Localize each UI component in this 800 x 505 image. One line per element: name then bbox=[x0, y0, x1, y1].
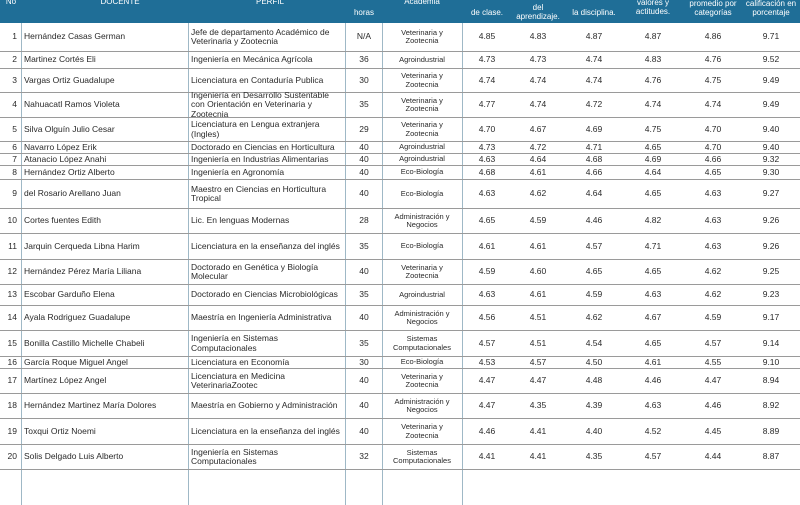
academia-value: Eco-Biología bbox=[400, 188, 444, 198]
score-aprendizaje: 4.41 bbox=[529, 425, 547, 436]
perfil-text: Lic. En lenguas Modernas bbox=[191, 215, 290, 226]
score-valores: 4.65 bbox=[644, 141, 662, 152]
score-disciplina: 4.72 bbox=[585, 99, 603, 110]
perfil-text: Maestría en Gobierno y Administración bbox=[191, 400, 338, 411]
docente-name: Navarro López Erik bbox=[24, 141, 97, 152]
score-porcentaje: 9.25 bbox=[762, 266, 780, 277]
header-disciplina: la disciplina. bbox=[572, 8, 616, 17]
score-aprendizaje: 4.41 bbox=[529, 451, 547, 462]
horas-value: 35 bbox=[359, 99, 369, 110]
docente-name: Cortes fuentes Edith bbox=[24, 215, 102, 226]
score-aprendizaje: 4.67 bbox=[529, 123, 547, 134]
score-disciplina: 4.40 bbox=[585, 425, 603, 436]
score-promedio: 4.59 bbox=[704, 312, 722, 323]
perfil-text: Doctorado en Ciencias en Horticultura bbox=[191, 141, 335, 152]
score-porcentaje: 8.89 bbox=[762, 425, 780, 436]
perfil-text: Doctorado en Genética y Biología Molecular bbox=[191, 261, 319, 281]
docente-name: Solis Delgado Luis Alberto bbox=[24, 451, 124, 462]
score-disciplina: 4.65 bbox=[585, 266, 603, 277]
docente-name: Bonilla Castillo Michelle Chabeli bbox=[24, 337, 145, 348]
score-valores: 4.83 bbox=[644, 54, 662, 65]
score-aprendizaje: 4.60 bbox=[529, 266, 547, 277]
score-valores: 4.64 bbox=[644, 166, 662, 177]
docente-name: Silva Olguín Julio Cesar bbox=[24, 123, 115, 134]
score-valores: 4.71 bbox=[644, 240, 662, 251]
docente-name: Nahuacatl Ramos Violeta bbox=[24, 99, 120, 110]
score-aprendizaje: 4.64 bbox=[529, 153, 547, 164]
docente-name: Martínez López Angel bbox=[24, 375, 107, 386]
score-clase: 4.68 bbox=[478, 166, 496, 177]
score-porcentaje: 9.32 bbox=[762, 153, 780, 164]
row-number: 13 bbox=[7, 289, 17, 300]
horas-value: 36 bbox=[359, 54, 369, 65]
perfil-text: Licenciatura en Economía bbox=[191, 356, 290, 367]
score-aprendizaje: 4.73 bbox=[529, 54, 547, 65]
score-clase: 4.63 bbox=[478, 188, 496, 199]
perfil-text: Jefe de departamento Académico de Veterinaria y Zootecnia bbox=[191, 26, 330, 46]
table-row bbox=[0, 89, 800, 119]
score-porcentaje: 8.87 bbox=[762, 451, 780, 462]
table-row bbox=[0, 445, 800, 470]
score-promedio: 4.62 bbox=[704, 266, 722, 277]
horas-value: 35 bbox=[359, 337, 369, 348]
table-row bbox=[0, 154, 800, 166]
score-porcentaje: 9.49 bbox=[762, 99, 780, 110]
academia-value: Eco-Biología bbox=[400, 241, 444, 251]
score-promedio: 4.66 bbox=[704, 153, 722, 164]
score-disciplina: 4.68 bbox=[585, 153, 603, 164]
header-academia: Academia bbox=[404, 0, 440, 6]
docente-name: Ayala Rodriguez Guadalupe bbox=[24, 312, 131, 323]
row-number: 17 bbox=[7, 375, 17, 386]
row-number: 8 bbox=[12, 166, 17, 177]
score-clase: 4.46 bbox=[478, 425, 496, 436]
header-aprendizaje: del aprendizaje. bbox=[516, 3, 560, 21]
score-promedio: 4.76 bbox=[704, 54, 722, 65]
header-no: No bbox=[5, 0, 17, 6]
score-clase: 4.57 bbox=[478, 337, 496, 348]
row-number: 12 bbox=[7, 266, 17, 277]
perfil-text: Licenciatura en Medicina VeterinariaZootec bbox=[191, 370, 286, 390]
score-valores: 4.74 bbox=[644, 99, 662, 110]
table-row bbox=[0, 394, 800, 419]
score-aprendizaje: 4.62 bbox=[529, 188, 547, 199]
horas-value: 30 bbox=[359, 74, 369, 85]
horas-value: 30 bbox=[359, 356, 369, 367]
score-disciplina: 4.74 bbox=[585, 54, 603, 65]
score-disciplina: 4.59 bbox=[585, 289, 603, 300]
table-row bbox=[0, 419, 800, 445]
perfil-text: Maestro en Ciencias en Horticultura Tropical bbox=[191, 183, 327, 203]
score-clase: 4.73 bbox=[478, 54, 496, 65]
score-porcentaje: 9.40 bbox=[762, 141, 780, 152]
docente-name: Martinez Cortés Eli bbox=[24, 54, 96, 65]
score-disciplina: 4.87 bbox=[585, 31, 603, 42]
score-clase: 4.85 bbox=[478, 31, 496, 42]
horas-value: 40 bbox=[359, 153, 369, 164]
academia-value: Agroindustrial bbox=[399, 154, 445, 164]
score-valores: 4.46 bbox=[644, 375, 662, 386]
score-promedio: 4.63 bbox=[704, 240, 722, 251]
table-row bbox=[0, 180, 800, 209]
perfil-text: Maestría en Ingeniería Administrativa bbox=[191, 312, 332, 323]
score-promedio: 4.74 bbox=[704, 99, 722, 110]
score-aprendizaje: 4.51 bbox=[529, 312, 547, 323]
academia-value: Administración y Negocios bbox=[394, 396, 450, 414]
academia-value: Veterinaria y Zootecnia bbox=[401, 95, 443, 113]
score-valores: 4.65 bbox=[644, 188, 662, 199]
horas-value: 40 bbox=[359, 166, 369, 177]
header-clase: de clase. bbox=[470, 8, 504, 17]
table-row bbox=[0, 166, 800, 180]
row-number: 1 bbox=[12, 31, 17, 42]
score-disciplina: 4.39 bbox=[585, 400, 603, 411]
score-valores: 4.76 bbox=[644, 74, 662, 85]
score-aprendizaje: 4.83 bbox=[529, 31, 547, 42]
score-porcentaje: 9.40 bbox=[762, 123, 780, 134]
row-number: 19 bbox=[7, 425, 17, 436]
academia-value: Veterinaria y Zootecnia bbox=[401, 27, 443, 45]
score-valores: 4.61 bbox=[644, 356, 662, 367]
header-porcentaje: calificación en porcentaje bbox=[745, 0, 797, 17]
perfil-text: Doctorado en Ciencias Microbiológicas bbox=[191, 289, 338, 300]
perfil-text: Ingeniería en Desarrollo Sustentable con Orientación en Veterinaria y Zootecnia bbox=[191, 89, 329, 119]
perfil-text: Licenciatura en la enseñanza del inglés bbox=[191, 240, 340, 251]
score-disciplina: 4.71 bbox=[585, 141, 603, 152]
score-porcentaje: 9.23 bbox=[762, 289, 780, 300]
row-number: 9 bbox=[12, 188, 17, 199]
score-aprendizaje: 4.35 bbox=[529, 400, 547, 411]
horas-value: 40 bbox=[359, 312, 369, 323]
score-clase: 4.70 bbox=[478, 123, 496, 134]
header-categorias: promedio por categorías bbox=[689, 0, 737, 17]
table-row bbox=[0, 52, 800, 69]
horas-value: 40 bbox=[359, 400, 369, 411]
row-number: 18 bbox=[7, 400, 17, 411]
score-aprendizaje: 4.74 bbox=[529, 99, 547, 110]
docente-name: Hernández Ortiz Alberto bbox=[24, 166, 115, 177]
row-number: 5 bbox=[12, 123, 17, 134]
horas-value: 40 bbox=[359, 375, 369, 386]
docente-name: Escobar Garduño Elena bbox=[24, 289, 115, 300]
table-header bbox=[0, 0, 800, 23]
score-disciplina: 4.64 bbox=[585, 188, 603, 199]
row-number: 4 bbox=[12, 99, 17, 110]
academia-value: Administración y Negocios bbox=[394, 308, 450, 326]
score-valores: 4.87 bbox=[644, 31, 662, 42]
table-body bbox=[0, 23, 800, 470]
score-promedio: 4.45 bbox=[704, 425, 722, 436]
header-perfil: PERFIL bbox=[255, 0, 284, 6]
academia-value: Veterinaria y Zootecnia bbox=[401, 120, 443, 138]
score-promedio: 4.47 bbox=[704, 375, 722, 386]
horas-value: 28 bbox=[359, 215, 369, 226]
horas-value: 29 bbox=[359, 123, 369, 134]
score-promedio: 4.57 bbox=[704, 337, 722, 348]
table-row bbox=[0, 209, 800, 234]
academia-value: Agroindustrial bbox=[399, 54, 445, 64]
score-valores: 4.52 bbox=[644, 425, 662, 436]
score-clase: 4.53 bbox=[478, 356, 496, 367]
horas-value: 40 bbox=[359, 141, 369, 152]
score-porcentaje: 9.27 bbox=[762, 188, 780, 199]
docente-name: Jarquin Cerqueda Libna Harim bbox=[24, 240, 140, 251]
row-number: 6 bbox=[12, 141, 17, 152]
docente-name: del Rosario Arellano Juan bbox=[24, 188, 121, 199]
score-aprendizaje: 4.61 bbox=[529, 166, 547, 177]
score-valores: 4.63 bbox=[644, 400, 662, 411]
academia-value: Veterinaria y Zootecnia bbox=[401, 71, 443, 89]
score-valores: 4.82 bbox=[644, 215, 662, 226]
score-disciplina: 4.46 bbox=[585, 215, 603, 226]
table-row bbox=[0, 23, 800, 52]
row-number: 2 bbox=[12, 54, 17, 65]
score-disciplina: 4.35 bbox=[585, 451, 603, 462]
score-clase: 4.61 bbox=[478, 240, 496, 251]
score-clase: 4.73 bbox=[478, 141, 496, 152]
table-row bbox=[0, 306, 800, 331]
score-aprendizaje: 4.57 bbox=[529, 356, 547, 367]
academia-value: Eco-Biología bbox=[400, 357, 444, 367]
score-promedio: 4.86 bbox=[704, 31, 722, 42]
perfil-text: Licenciatura en Lengua extranjera (Ingles) bbox=[191, 119, 320, 139]
perfil-text: Ingeniería en Sistemas Computacionales bbox=[191, 446, 278, 466]
score-promedio: 4.62 bbox=[704, 289, 722, 300]
score-promedio: 4.70 bbox=[704, 141, 722, 152]
score-aprendizaje: 4.59 bbox=[529, 215, 547, 226]
horas-value: 40 bbox=[359, 425, 369, 436]
docente-name: Vargas Ortiz Guadalupe bbox=[24, 74, 115, 85]
score-porcentaje: 8.94 bbox=[762, 375, 780, 386]
score-valores: 4.63 bbox=[644, 289, 662, 300]
table-row bbox=[0, 118, 800, 142]
score-valores: 4.65 bbox=[644, 337, 662, 348]
horas-value: N/A bbox=[356, 31, 372, 42]
score-disciplina: 4.50 bbox=[585, 356, 603, 367]
score-clase: 4.77 bbox=[478, 99, 496, 110]
academia-value: Agroindustrial bbox=[399, 142, 445, 152]
score-porcentaje: 9.26 bbox=[762, 215, 780, 226]
table-row bbox=[0, 285, 800, 306]
score-promedio: 4.70 bbox=[704, 123, 722, 134]
score-clase: 4.41 bbox=[478, 451, 496, 462]
score-promedio: 4.65 bbox=[704, 166, 722, 177]
score-porcentaje: 9.10 bbox=[762, 356, 780, 367]
academia-value: Veterinaria y Zootecnia bbox=[401, 371, 443, 389]
score-promedio: 4.63 bbox=[704, 215, 722, 226]
score-promedio: 4.63 bbox=[704, 188, 722, 199]
perfil-text: Licenciatura en Contaduría Publica bbox=[191, 74, 324, 85]
score-disciplina: 4.74 bbox=[585, 74, 603, 85]
score-valores: 4.75 bbox=[644, 123, 662, 134]
score-valores: 4.57 bbox=[644, 451, 662, 462]
score-clase: 4.74 bbox=[478, 74, 496, 85]
score-porcentaje: 8.92 bbox=[762, 400, 780, 411]
score-aprendizaje: 4.74 bbox=[529, 74, 547, 85]
score-disciplina: 4.54 bbox=[585, 337, 603, 348]
table-row bbox=[0, 369, 800, 394]
horas-value: 40 bbox=[359, 188, 369, 199]
header-docente: DOCENTE bbox=[100, 0, 140, 6]
score-promedio: 4.46 bbox=[704, 400, 722, 411]
row-number: 3 bbox=[12, 74, 17, 85]
score-clase: 4.47 bbox=[478, 400, 496, 411]
score-valores: 4.69 bbox=[644, 153, 662, 164]
academia-value: Veterinaria y Zootecnia bbox=[401, 422, 443, 440]
academia-value: Agroindustrial bbox=[399, 289, 445, 299]
score-porcentaje: 9.30 bbox=[762, 166, 780, 177]
score-disciplina: 4.66 bbox=[585, 166, 603, 177]
docente-name: Atanacio López Anahi bbox=[24, 153, 107, 164]
perfil-text: Ingeniería en Industrias Alimentarias bbox=[191, 153, 329, 164]
row-number: 16 bbox=[7, 356, 17, 367]
score-valores: 4.65 bbox=[644, 266, 662, 277]
score-aprendizaje: 4.72 bbox=[529, 141, 547, 152]
table-row bbox=[0, 331, 800, 357]
header-horas: horas bbox=[353, 8, 374, 17]
score-aprendizaje: 4.61 bbox=[529, 289, 547, 300]
horas-value: 35 bbox=[359, 240, 369, 251]
academia-value: Sistemas Computacionales bbox=[393, 447, 451, 465]
score-aprendizaje: 4.47 bbox=[529, 375, 547, 386]
horas-value: 40 bbox=[359, 266, 369, 277]
perfil-text: Licenciatura en la enseñanza del inglés bbox=[191, 425, 340, 436]
docente-name: Hernández Pérez María Liliana bbox=[24, 266, 142, 277]
docente-name: Hernández Casas German bbox=[24, 31, 126, 42]
header-valores: valores y actitudes. bbox=[635, 0, 671, 16]
academia-value: Administración y Negocios bbox=[394, 211, 450, 229]
score-porcentaje: 9.26 bbox=[762, 240, 780, 251]
perfil-text: Ingeniería en Sistemas Computacionales bbox=[191, 333, 278, 353]
horas-value: 32 bbox=[359, 451, 369, 462]
score-aprendizaje: 4.61 bbox=[529, 240, 547, 251]
score-porcentaje: 9.52 bbox=[762, 54, 780, 65]
score-clase: 4.65 bbox=[478, 215, 496, 226]
score-disciplina: 4.48 bbox=[585, 375, 603, 386]
row-number: 14 bbox=[7, 312, 17, 323]
row-number: 7 bbox=[12, 153, 17, 164]
score-valores: 4.67 bbox=[644, 312, 662, 323]
academia-value: Veterinaria y Zootecnia bbox=[401, 262, 443, 280]
docente-name: Toxqui Ortiz Noemi bbox=[24, 425, 96, 436]
score-promedio: 4.44 bbox=[704, 451, 722, 462]
score-disciplina: 4.62 bbox=[585, 312, 603, 323]
score-porcentaje: 9.14 bbox=[762, 337, 780, 348]
score-porcentaje: 9.17 bbox=[762, 312, 780, 323]
docente-name: García Roque Miguel Angel bbox=[24, 356, 128, 367]
table-row bbox=[0, 357, 800, 369]
table-row bbox=[0, 142, 800, 154]
row-number: 10 bbox=[7, 215, 17, 226]
score-aprendizaje: 4.51 bbox=[529, 337, 547, 348]
row-number: 20 bbox=[7, 451, 17, 462]
docente-name: Hernández Martinez María Dolores bbox=[24, 400, 157, 411]
score-porcentaje: 9.49 bbox=[762, 74, 780, 85]
table-row bbox=[0, 260, 800, 285]
academia-value: Sistemas Computacionales bbox=[393, 334, 451, 352]
score-promedio: 4.55 bbox=[704, 356, 722, 367]
score-porcentaje: 9.71 bbox=[762, 31, 780, 42]
score-disciplina: 4.69 bbox=[585, 123, 603, 134]
table-row bbox=[0, 234, 800, 260]
score-disciplina: 4.57 bbox=[585, 240, 603, 251]
perfil-text: Ingeniería en Agronomía bbox=[191, 166, 285, 177]
score-clase: 4.47 bbox=[478, 375, 496, 386]
academia-value: Eco-Biología bbox=[400, 167, 444, 177]
perfil-text: Ingeniería en Mecánica Agrícola bbox=[191, 54, 313, 65]
score-clase: 4.56 bbox=[478, 312, 496, 323]
table-row bbox=[0, 69, 800, 93]
score-clase: 4.59 bbox=[478, 266, 496, 277]
score-clase: 4.63 bbox=[478, 289, 496, 300]
horas-value: 35 bbox=[359, 289, 369, 300]
row-number: 15 bbox=[7, 337, 17, 348]
row-number: 11 bbox=[8, 240, 17, 251]
score-clase: 4.63 bbox=[478, 153, 496, 164]
score-promedio: 4.75 bbox=[704, 74, 722, 85]
